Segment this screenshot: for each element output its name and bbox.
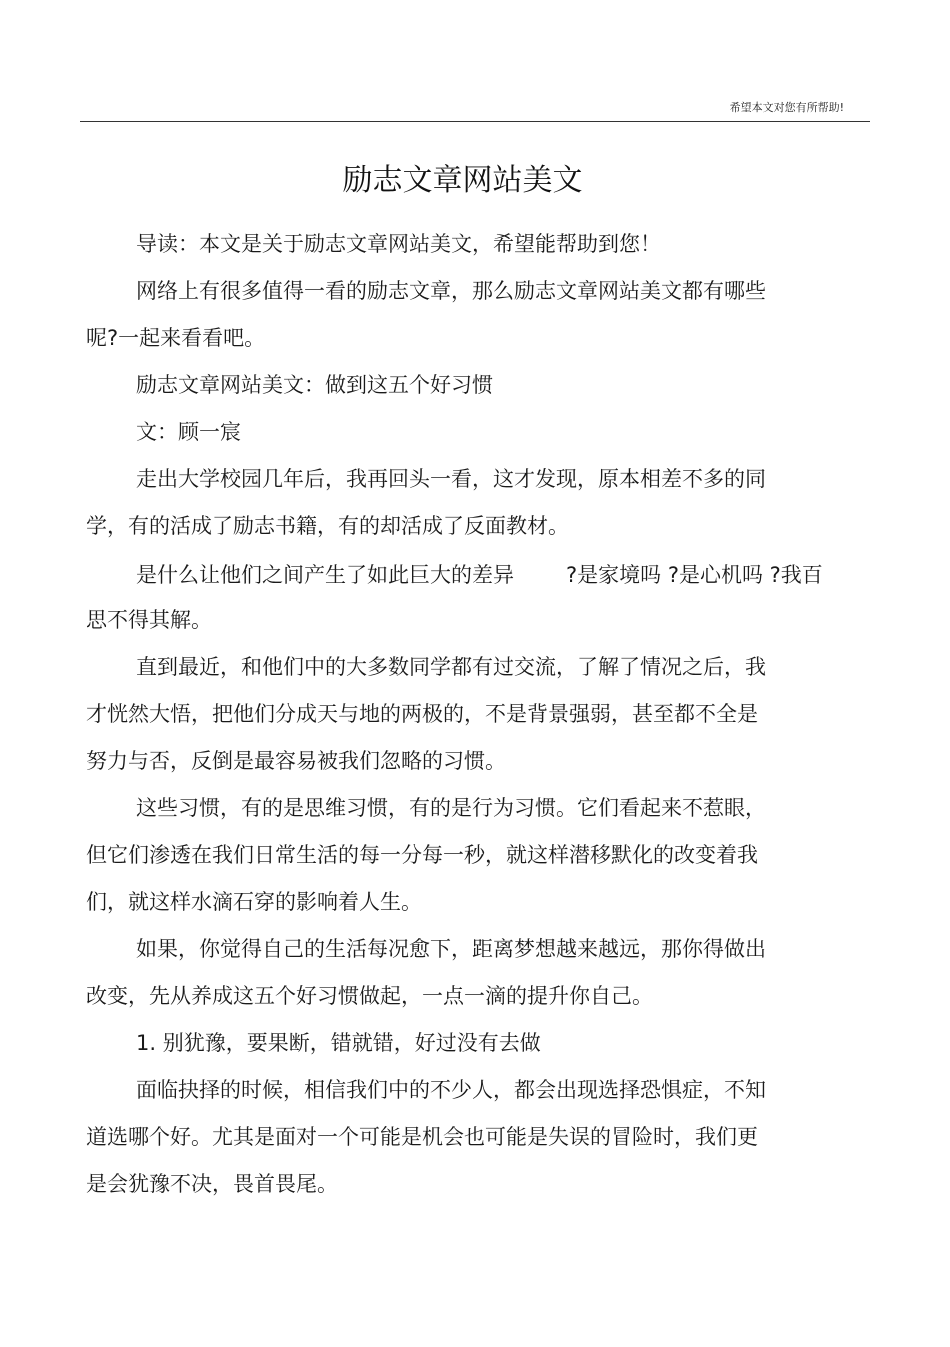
paragraph-line: 思不得其解。 bbox=[86, 608, 212, 632]
header-note: 希望本文对您有所帮助! bbox=[729, 101, 844, 114]
author-line: 文：顾一宸 bbox=[136, 420, 241, 444]
paragraph-line bbox=[136, 561, 823, 589]
paragraph-line: 如果，你觉得自己的生活每况愈下，距离梦想越来越远，那你得做出 bbox=[136, 937, 766, 961]
paragraph-line: 这些习惯，有的是思维习惯，有的是行为习惯。它们看起来不惹眼， bbox=[136, 796, 766, 820]
paragraph-text: 是什么让他们之间产生了如此巨大的差异 bbox=[136, 563, 514, 587]
page-title: 励志文章网站美文 bbox=[342, 163, 583, 198]
paragraph-line: 面临抉择的时候，相信我们中的不少人，都会出现选择恐惧症，不知 bbox=[136, 1078, 766, 1102]
paragraph-line: 网络上有很多值得一看的励志文章，那么励志文章网站美文都有哪些 bbox=[136, 279, 766, 303]
paragraph-line: 们，就这样水滴石穿的影响着人生。 bbox=[86, 890, 422, 914]
paragraph-line: 才恍然大悟，把他们分成天与地的两极的，不是背景强弱，甚至都不全是 bbox=[86, 702, 758, 726]
paragraph-line: 导读：本文是关于励志文章网站美文，希望能帮助到您！ bbox=[136, 232, 661, 256]
paragraph-text: ?是家境吗 ?是心机吗 ?我百 bbox=[566, 563, 823, 587]
subtitle-line: 励志文章网站美文：做到这五个好习惯 bbox=[136, 373, 493, 397]
paragraph-line: 呢?一起来看看吧。 bbox=[86, 326, 266, 350]
paragraph-line: 走出大学校园几年后，我再回头一看，这才发现，原本相差不多的同 bbox=[136, 467, 766, 491]
paragraph-line: 改变，先从养成这五个好习惯做起，一点一滴的提升你自己。 bbox=[86, 984, 653, 1008]
paragraph-line: 但它们渗透在我们日常生活的每一分每一秒，就这样潜移默化的改变着我 bbox=[86, 843, 758, 867]
section-heading: 1. 别犹豫，要果断，错就错，好过没有去做 bbox=[136, 1031, 541, 1055]
paragraph-line: 学，有的活成了励志书籍，有的却活成了反面教材。 bbox=[86, 514, 569, 538]
paragraph-line: 是会犹豫不决，畏首畏尾。 bbox=[86, 1172, 338, 1196]
paragraph-line: 道选哪个好。尤其是面对一个可能是机会也可能是失误的冒险时，我们更 bbox=[86, 1125, 758, 1149]
paragraph-line: 直到最近，和他们中的大多数同学都有过交流，了解了情况之后，我 bbox=[136, 655, 766, 679]
paragraph-line: 努力与否，反倒是最容易被我们忽略的习惯。 bbox=[86, 749, 506, 773]
